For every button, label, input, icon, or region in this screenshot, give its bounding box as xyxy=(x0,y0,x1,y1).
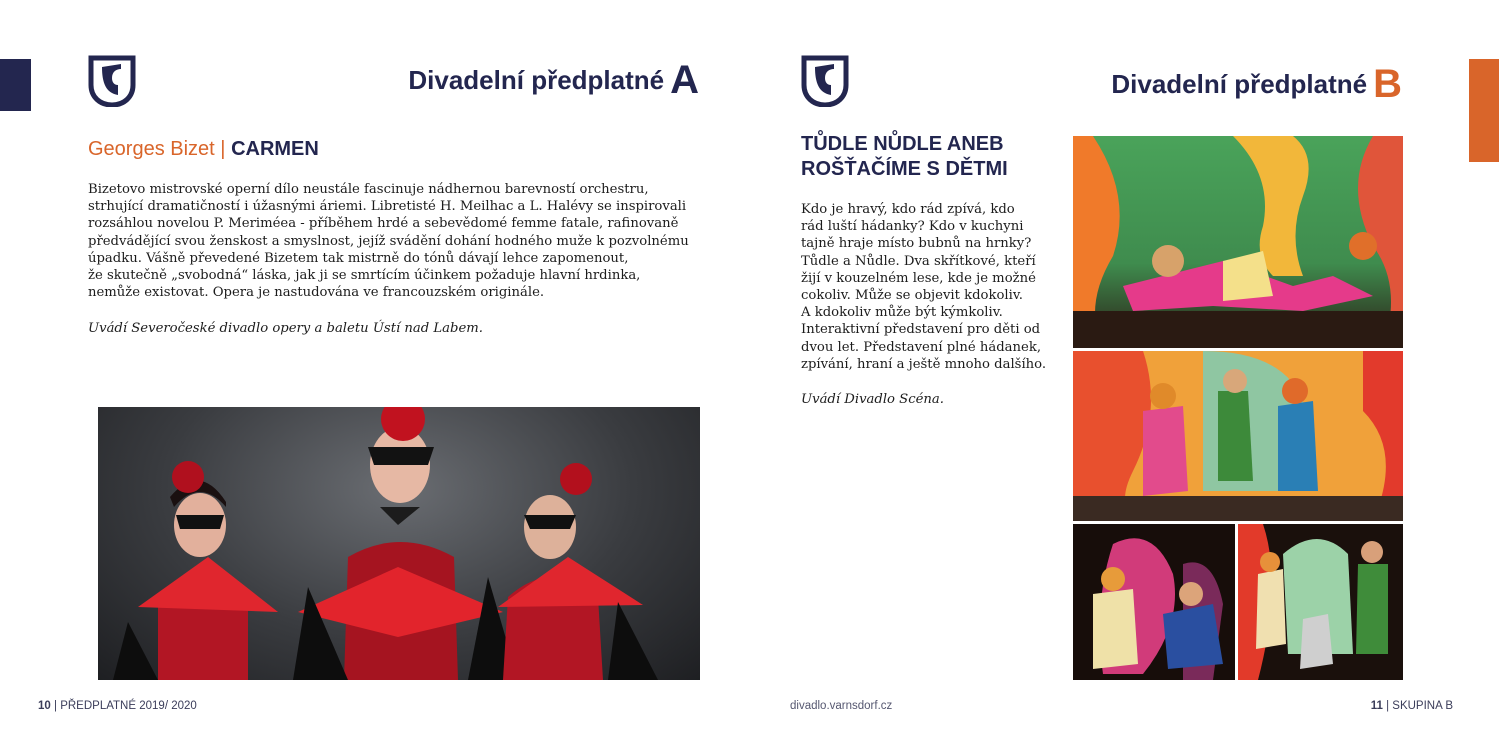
footer-right xyxy=(1371,700,1453,712)
right-logo xyxy=(801,55,849,107)
footer-left xyxy=(38,700,197,712)
text-line: dvou let. Představení plné hádanek, xyxy=(801,339,1042,355)
text-line: úpadku. Vášně převedené Bizetem tak mistrně do tónů dávají lehce zapomenout, xyxy=(88,250,629,266)
text-line: Interaktivní představení pro děti od xyxy=(801,322,1041,338)
footer-separator: | xyxy=(1386,700,1390,712)
right-heading-text: Divadelní předplatné xyxy=(1111,69,1368,99)
title-separator: | xyxy=(220,138,226,160)
text-line: nemůže existovat. Opera je nastudována ve francouzském originále. xyxy=(88,285,545,301)
left-logo xyxy=(88,55,136,107)
left-heading-text: Divadelní předplatné xyxy=(408,65,665,95)
text-line: Bizetovo mistrovské operní dílo neustále fascinuje nádhernou barevností orchestru, xyxy=(88,182,649,197)
work-title: CARMEN xyxy=(231,138,319,160)
right-heading-letter: B xyxy=(1373,62,1402,106)
text-line: tajně hraje místo bubnů na hrnky? xyxy=(801,236,1032,252)
left-heading-letter: A xyxy=(670,58,699,102)
theatre-logo-icon xyxy=(88,55,136,107)
show-title-tudle-nudle xyxy=(801,132,1008,182)
tudle-description xyxy=(801,201,1063,373)
show-title-carmen xyxy=(88,138,319,161)
footer-separator: | xyxy=(54,700,57,712)
tudle-photo-3 xyxy=(1073,524,1235,680)
text-line: rád luští hádanky? Kdo v kuchyni xyxy=(801,219,1024,235)
left-heading xyxy=(408,58,699,103)
tudle-photo-4 xyxy=(1238,524,1403,680)
page-number-right: 11 xyxy=(1370,700,1383,712)
title-line: TŮDLE NŮDLE ANEB xyxy=(801,133,1004,155)
text-line: Kdo je hravý, kdo rád zpívá, kdo xyxy=(801,202,1015,217)
tudle-presenter: Uvádí Divadlo Scéna. xyxy=(801,392,944,407)
text-line: cokoliv. Může se objevit kdokoliv. xyxy=(801,288,1023,304)
text-line: že skutečně „svobodná“ láska, jak ji se smrtícím účinkem požaduje hlavní hrdinka, xyxy=(88,268,641,284)
right-heading xyxy=(1111,62,1402,107)
page-number-left: 10 xyxy=(38,700,51,712)
text-line: předvádějící svou ženskost a smyslnost, jejíž svádění dohání hodného muže k pozvolnému xyxy=(88,233,689,249)
tudle-photo-2 xyxy=(1073,351,1403,521)
title-line: ROŠŤAČÍME S DĚTMI xyxy=(801,158,1008,180)
text-line: rozsáhlou novelou P. Meriméea - příběhem hrdé a sebevědomé femme fatale, rafinovaně xyxy=(88,216,679,232)
text-line: Tůdle a Nůdle. Dva skřítkové, kteří xyxy=(801,253,1036,269)
footer-left-text: PŘEDPLATNÉ 2019/ 2020 xyxy=(60,700,197,712)
carmen-description xyxy=(88,181,708,301)
left-edge-tab xyxy=(0,59,31,111)
composer-name: Georges Bizet xyxy=(88,138,215,160)
carmen-presenter: Uvádí Severočeské divadlo opery a baletu Ústí nad Labem. xyxy=(88,321,483,336)
carmen-photo xyxy=(98,407,700,680)
text-line: žijí v kouzelném lese, kde je možné xyxy=(801,270,1036,286)
tudle-photo-1 xyxy=(1073,136,1403,348)
right-edge-tab xyxy=(1469,59,1499,162)
footer-website[interactable]: divadlo.varnsdorf.cz xyxy=(790,700,893,712)
theatre-logo-icon xyxy=(801,55,849,107)
text-line: strhující dramatičností i úžasnými áriemi. Libretisté H. Meilhac a L. Halévy se inspirovali xyxy=(88,199,687,215)
text-line: A kdokoliv může být kýmkoliv. xyxy=(801,305,1003,321)
text-line: zpívání, hraní a ještě mnoho dalšího. xyxy=(801,356,1047,372)
footer-right-text: SKUPINA B xyxy=(1392,700,1453,712)
